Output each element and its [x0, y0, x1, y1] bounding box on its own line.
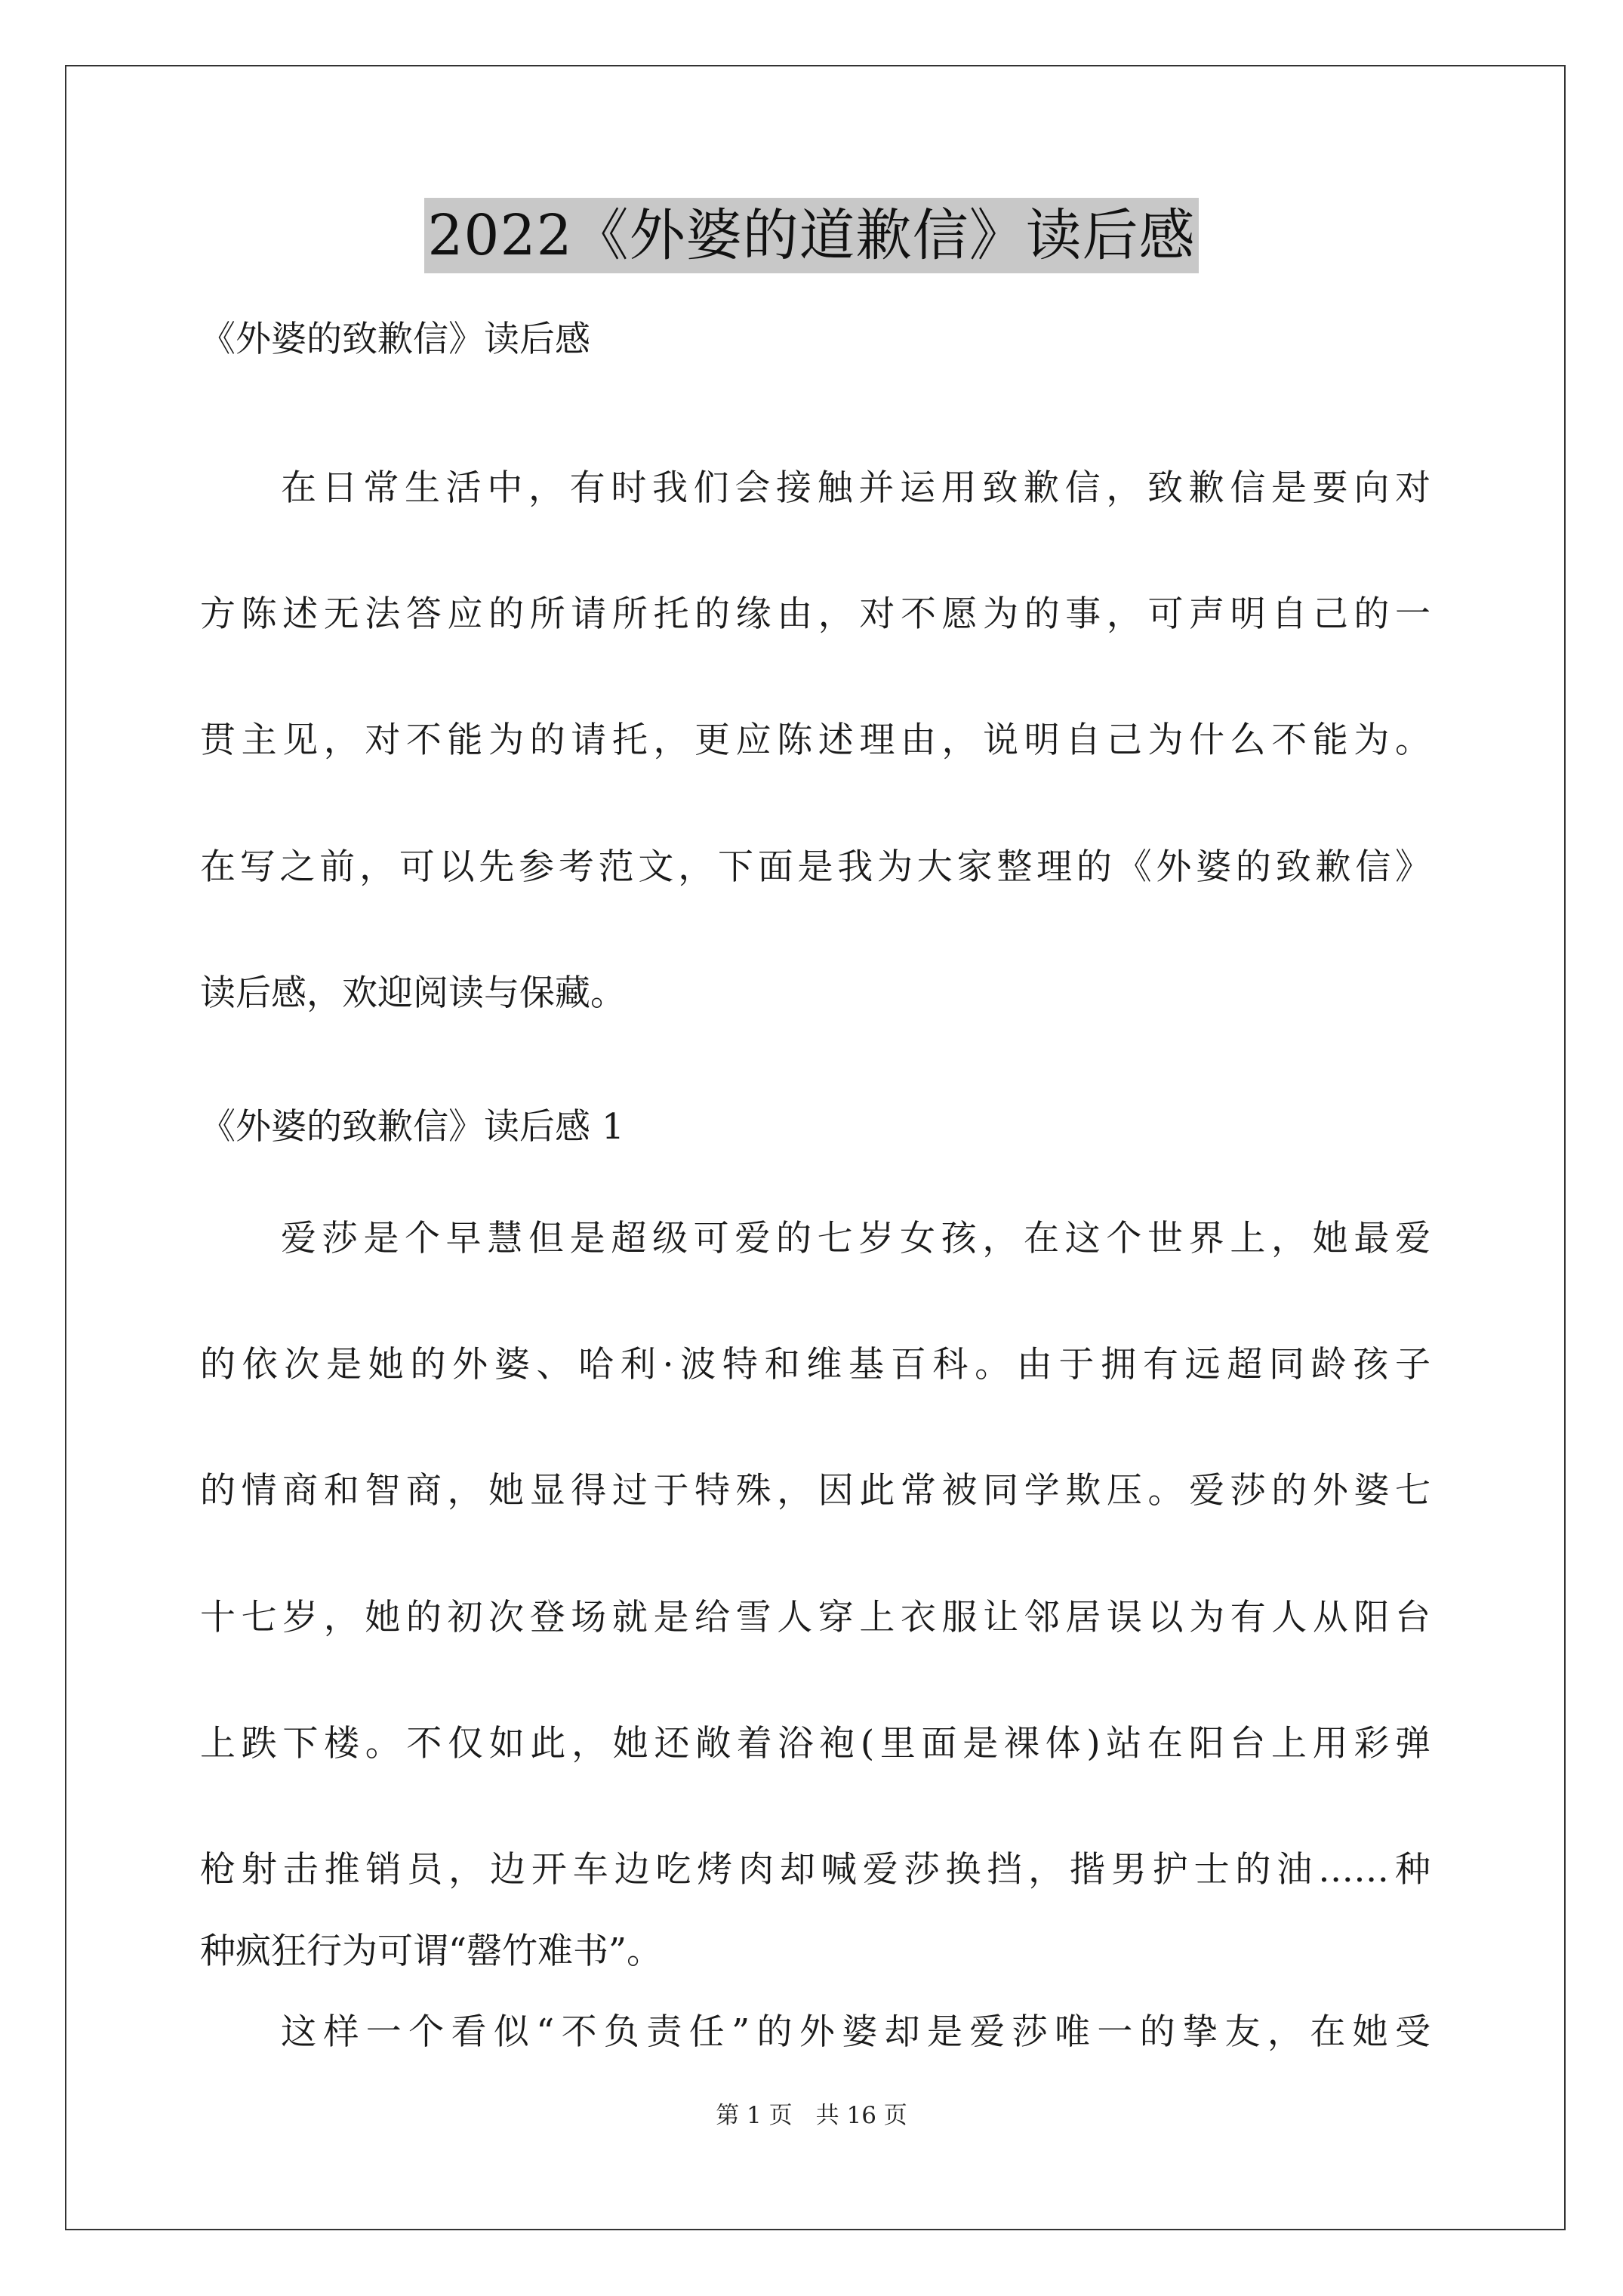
section-line: 枪射击推销员，边开车边吃烤肉却喊爱莎换挡，揩男护士的油……种 [200, 1849, 1431, 1891]
page-number: 第 1 页 共 16 页 [716, 2102, 907, 2129]
intro-line: 在日常生活中，有时我们会接触并运用致歉信，致歉信是要向对 [281, 467, 1431, 509]
section-para2-line: 这样一个看似“不负责任”的外婆却是爱莎唯一的挚友，在她受 [281, 2011, 1431, 2053]
intro-line: 贯主见，对不能为的请托，更应陈述理由，说明自己为什么不能为。 [200, 720, 1431, 761]
document-title: 2022《外婆的道歉信》读后感 [424, 198, 1198, 273]
section-line: 的情商和智商，她显得过于特殊，因此常被同学欺压。爱莎的外婆七 [200, 1470, 1431, 1512]
section-heading: 《外婆的致歉信》读后感 1 [200, 1106, 624, 1148]
section-line: 爱莎是个早慧但是超级可爱的七岁女孩，在这个世界上，她最爱 [281, 1218, 1431, 1259]
intro-heading: 《外婆的致歉信》读后感 [200, 319, 590, 360]
title-container [0, 198, 1623, 273]
section-line: 十七岁，她的初次登场就是给雪人穿上衣服让邻居误以为有人从阳台 [200, 1597, 1431, 1638]
intro-line: 在写之前，可以先参考范文，下面是我为大家整理的《外婆的致歉信》 [200, 846, 1431, 888]
section-line: 的依次是她的外婆、哈利·波特和维基百科。由于拥有远超同龄孩子 [200, 1344, 1431, 1385]
section-line-last: 种疯狂行为可谓“罄竹难书”。 [200, 1931, 663, 1972]
intro-line: 读后感，欢迎阅读与保藏。 [200, 972, 626, 1014]
section-line: 上跌下楼。不仅如此，她还敞着浴袍(里面是裸体)站在阳台上用彩弹 [200, 1723, 1431, 1764]
intro-line: 方陈述无法答应的所请所托的缘由，对不愿为的事，可声明自己的一 [200, 593, 1431, 635]
